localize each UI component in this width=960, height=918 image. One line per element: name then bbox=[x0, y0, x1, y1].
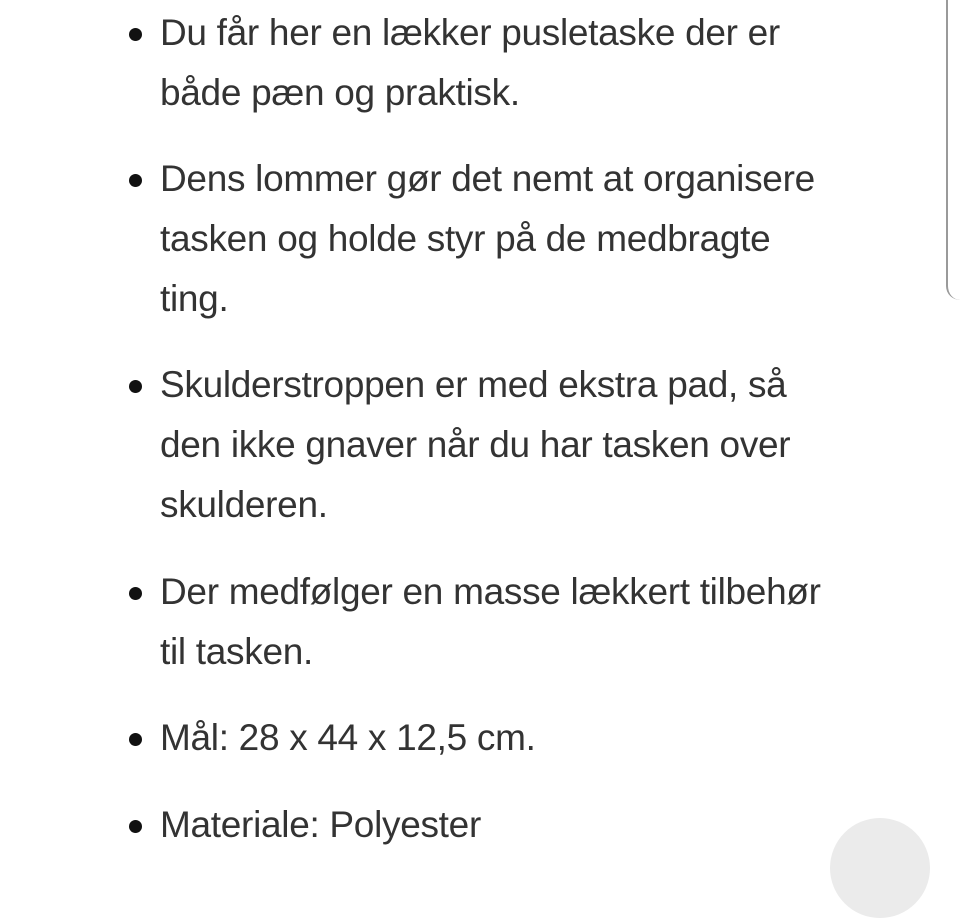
feature-item bbox=[160, 795, 840, 855]
feature-item bbox=[160, 708, 840, 768]
bullet-icon bbox=[129, 28, 142, 41]
feature-text: Der medfølger en masse lækkert tilbehør til tasken. bbox=[160, 571, 821, 672]
bullet-icon bbox=[129, 174, 142, 187]
bullet-icon bbox=[129, 820, 142, 833]
bullet-icon bbox=[129, 733, 142, 746]
bullet-icon bbox=[129, 380, 142, 393]
feature-text: Du får her en lækker pusletaske der er både pæn og praktisk. bbox=[160, 12, 780, 113]
bullet-icon bbox=[129, 587, 142, 600]
feature-text: Mål: 28 x 44 x 12,5 cm. bbox=[160, 717, 536, 758]
side-panel-edge bbox=[946, 0, 960, 300]
feature-text: Skulderstroppen er med ekstra pad, så den ikke gnaver når du har tasken over skulderen. bbox=[160, 364, 791, 525]
feature-text: Dens lommer gør det nemt at organisere tasken og holde styr på de medbragte ting. bbox=[160, 158, 815, 319]
feature-item bbox=[160, 355, 840, 535]
feature-text: Materiale: Polyester bbox=[160, 804, 481, 845]
feature-item bbox=[160, 3, 840, 123]
floating-action-button[interactable] bbox=[830, 818, 930, 918]
feature-item bbox=[160, 562, 840, 682]
feature-item bbox=[160, 149, 840, 329]
